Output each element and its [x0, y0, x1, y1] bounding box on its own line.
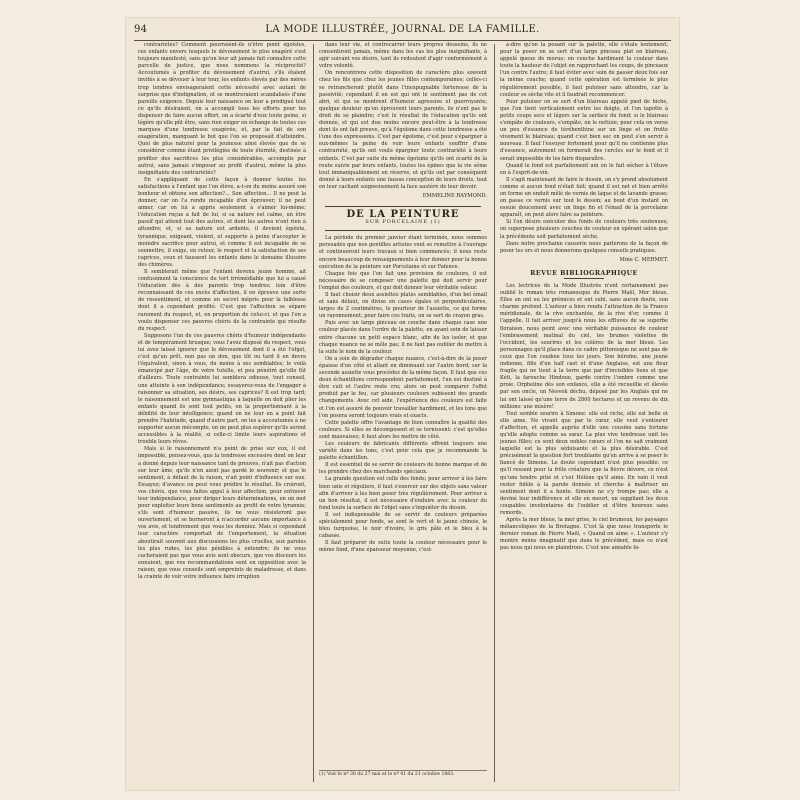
article-paragraph: La période du premier janvier étant terminée, nous sommes persuadés que nos gentilles artistes vont se remettre à l'ouvrage et continueront leurs travaux si bien commencés; il nous reste encore beaucoup de renseignements à leur donner pour la bonne exécution de la peinture sur Porcelaine et sur Faïence. [319, 235, 487, 270]
page-number: 94 [134, 24, 148, 35]
article-paragraph: Il s'agit maintenant de faire le dessin, on s'y prend absolument comme si aucun fond n'était fait; quand il est net et bien arrêté on forme un enduit mêlé de vernis de laque et de lavande grasse; on passe ce vernis sur tout le dessin; au bout d'un instant on essuie doucement avec un linge fin et l'émail de la porcelaine apparaît, on peut alors faire sa peinture. [500, 176, 668, 219]
newspaper-page [126, 18, 679, 790]
column-divider [494, 44, 495, 782]
article-paragraph: Mais si le raisonnement n'a point de prise sur eux, il est impossible, pensez-vous, que la tendresse excessive dont on leur a donné depuis leur naissance tant de preuves, n'ait pas d'action sur leur âme, qu'ils n'en aient pas gardé le souvenir, et que le sentiment, à défaut de la raison, n'ait point d'influence sur eux. Essayez; d'avance on peut vous prédire le résultat. Ils croiront, vos chéris, que vous faites appel à leur affection, pour entraver leur indépendance, pour diriger leurs déterminations, en un mot pour exploiter leurs bons sentiments au profit de votre tyrannie; s'ils sont d'humeur passive, ils ne vous résisteront pas ouvertement, et se borneront à n'accorder aucune importance à vos avis, et tendrement que vous les donniez. Mais si cependant leur caractère comportait de l'emportement, la situation aboutirait souvent aux discussions les plus cruelles, aux paroles les plus rudes, les plus pénibles à entendre; ils ne vous cacheraient pas que vous avis sont obscurs, que vos discours les ennuient, que vos recommandations sont en opposition avec la raison; que vous conseils sont empreints de maladresse, et dans la crainte de voir votre influence faire irruption [138, 446, 306, 581]
article-paragraph: Les couleurs de fabricants différents offrent toujours une variété dans les tons, c'est pour cela que je recommande la palette échantillon. [319, 440, 487, 462]
section-title: DE LA PEINTURE [346, 209, 460, 221]
article-paragraph: Chaque fois que l'on fait une provision de couleurs, il est nécessaire de se composer une palette qui doit servir pour l'emploi des couleurs, et qui doit donner leur véritable valeur. [319, 270, 487, 291]
article-paragraph: On rencontrera cette disposition de caractère plus souvent chez les fils que chez les jeunes filles contemporaines; celles-ci se retrancheront plutôt dans l'inexpugnable forteresse de la passivité; cependant il en est qui ont le sentiment pas de cet abri, et qui se montrent d'humeur agressive et guerroyante; quelque douleur qu'en éprouvent leurs parents, ils n'ont pas le droit de se plaindre; c'est le résultat de l'éducation qu'ils ont donnée, et qui est due moins encore peut-être à la tendresse dont ils ont fait preuve, qu'à l'égoïsme dans cette tendresse a été l'une des expressions. C'est par égoïsme, c'est pour s'épargner à eux-mêmes la peine de voir leurs enfants souffrir d'une contrariété, qu'ils ont voulu épargner toute contrariété à leurs enfants. C'est par suite du même égoïsme qu'ils ont écarté de la route suivie par leurs enfants, toutes les épines que la vie sème tout immanquablement en réserve, et qu'ils ont par conséquent donné à leurs enfants une fausse conception de leurs droits, tout en leur cachant soigneusement la face austère de leur devoir. [319, 70, 487, 190]
page-header [134, 24, 671, 38]
journal-title: LA MODE ILLUSTRÉE, JOURNAL DE LA FAMILLE. [265, 24, 540, 35]
article-paragraph: dans leur vie, et contrecarrer leurs propres desseins, ils ne consentiront jamais, même dans les cas les plus insignifiants, à agir suivant vos désirs, tant ils redoutent d'agir conformément à votre volonté. [319, 42, 487, 70]
article-paragraph: Il semblerait même que l'enfant devenu jeune homme, ait confusément la conscience du tort irrémédiable que lui a causé l'éducation dès à des parents trop tendres; loin d'être reconnaissant de ces excès d'affection, il en éprouve une sorte de ressentiment, et comme un secret mépris pour la faiblesse dont il a cependant profité. C'est que l'affection se sépare rarement du respect, et, en proportion de celui-ci, et que l'on a voulu dispenser ces pauvres chéris de la contrainte qui résulte du respect. [138, 269, 306, 332]
article-paragraph: Si l'on désire exécuter des fonds de couleurs très soutenues; on superpose plusieurs couches de couleur en opérant selon que la précédente soit parfaitement sèche. [500, 219, 668, 240]
footnote: (1) Voir le nº 30 du 27 mai et le nº 41 du 21 octobre 1883. [319, 770, 487, 778]
article-paragraph: Dans notre prochaine causerie nous parlerons de la façon de poser les ors et nous donnerons quelques conseils pratiques. [500, 240, 668, 254]
article-paragraph: à-dire qu'on la posant sur la palette, elle s'étale lentement; pour la poser on se sert d'un large pinceau plat en blaireau, appelé queue de morue; on couche hardiment la couleur dans toute la hauteur de l'objet en rapprochant les coups, de pinceaux l'un contre l'autre; il faut éviter avec soin de passer deux fois sur la même couche; quand cette opération est terminée le plus régulièrement possible, il faut putoiser sans attendre, car la couleur se sèche vite et il faudrait recommencer. [500, 42, 668, 98]
heading-rule [325, 230, 481, 231]
author-signature: Mme C. MERMET. [619, 256, 668, 263]
article-paragraph: Puis avec un large pinceau on couche dans chaque case une couleur placée dans l'ordre de la palette, en ayant soin de laisser entre chacune un petit espace blanc, afin de les isoler, et que chaque nuance ne se mêle pas; il ne faut pas oublier de mettre à la suite le nom de la couleur. [319, 320, 487, 355]
article-paragraph: La grande question est celle des fonds; pour arriver à les faire bien unis et réguliers, il faut s'exercer sur des objets sans valeur afin d'arriver à les bien poser très régulièrement. Pour arriver à un bon résultat, il est nécessaire d'enduire avec la couleur du fond toute la surface de l'objet sans s'inquiéter du dessin. [319, 476, 487, 511]
article-paragraph: Cette palette offre l'avantage de bien connaître la qualité des couleurs. Si elles se décomposent et se ternissent: c'est qu'elles sont mauvaises; il faut alors les mettre de côté. [319, 419, 487, 440]
header-rule [134, 40, 671, 41]
column-2 [319, 42, 487, 782]
review-paragraph: Après la mer bleue, la mer grise, le ciel brumeux, les paysages mélancoliques de la Bretagne. C'est là que nous transporte le dernier roman de Pierre Maël, « Quand on aime ». L'auteur s'y montre moins imaginatif que dans le précédent, mais ce n'est pas nous qui nous en plaindrons. C'est une aimable fa- [500, 517, 668, 552]
review-paragraph: Tout semble sourire à Simone: elle est riche, elle est belle et elle aime. Ne vivant que par le cœur, elle veut s'entourer d'affection, et appelle auprès d'elle une cousine sans fortune qu'elle adopte comme sa sœur. La plus vive tendresse unit les jeunes filles; ce sont deux nobles cœurs et l'on ne sait vraiment laquelle est la plus séduisante et la plus désirable. C'est précisément la question fort troublante qu'en arrive à se poser le fiancé de Simone. Le doute cependant n'est plus possible: ce qu'il ressent pour la frêle créature que la fièvre dévore, ce n'est qu'une tendre pitié et c'est Hélène qu'il aime. En vain il veut rester fidèle à la parole donnée et cherche à maîtriser un sentiment dont il a honte. Simone ne s'y trompe pas; elle a deviné leur indifférence et elle en meurt, en suppliant les deux coupables involontaires de l'oublier et d'être heureux sans remords. [500, 410, 668, 516]
article-paragraph: Il faut préparer de suite toute la couleur nécessaire pour le même fond, d'une épaisseur moyenne, c'est- [319, 540, 487, 554]
article-paragraph: Supposons l'un de ces pauvres chéris d'humeur indépendante et de tempérament brusque; vous l'avez disposé du respect, vous lui avez laissé ignorer que le dévouement dont il a été l'objet, c'est qu'un prêt, non pas un don, que tôt ou tard il en devra l'équivalent, sinon à vous, du moins à ses semblables; le voilà émancipé par l'âge, de votre tutelle, et peu pénétré qu'elle fût d'ailleurs. Toute contrainte lui semblera odieuse, tout conseil, une atteinte à son indépendance; essayerez-vous de l'engager à raisonner sa situation, ses désirs, ses caprices? Il est trop tard; le raisonnement est une gymnastique à laquelle on doit plier les enfants quand ils sont tout petits, en la proportionnant à la débilité de leur intelligence; quand on ne leur en a point fait prendre l'habitude, quand d'autre part, on les a accoutumés à ne supporter aucun mécompte, on ne peut plus espérer qu'ils seront accessibles à la réalité, si celle-ci limite leurs aspirations et trouble leurs rêves. [138, 332, 306, 446]
article-paragraph: Quand le fond est parfaitement uni on le fait sécher à l'étuve en à l'esprit-de-vin. [500, 162, 668, 176]
section-heading [319, 206, 487, 231]
section-subtitle: SUR PORCELAINE (1) [365, 219, 441, 226]
article-paragraph: contrariétés? Comment pourraient-ils n'être point égoïstes, ces enfants envers lesquels le dévouement le plus exagéré s'est toujours manifesté, sans qu'on leur ait jamais fait connaître cette parcelle de justice, que nous nommons la réciprocité? Accoutumés à profiter du dévouement d'autrui, s'ils étaient invités à se dévouer à leur tour, les enfants élevés par des mères trop tendres envisageraient cette nécessité avec autant de surprise que d'indignation, et se montreraient scandalisés d'une pareille exigence. Depuis leur naissance on leur a prodigué tout ce qu'ils désiraient, on a accompli tous les efforts pour les dispenser de faire aucun effort, on a écarté d'eux toute peine, si légère qu'elle pût être, sans rien exiger en échange de toutes ces marques d'une tendresse exagérée, et, par le fait de son exagération, manquant le but que l'on se proposait d'atteindre. Quoi de plus naturel pour la jeunesse ainsi élevée que de se considérer comme étant privilégiée de toute éternité, destinée à profiter des sacrifices les plus considérables, accomplis par autrui, sans jamais s'imposer au profit d'autrui, même la plus insignifiante des contrariétés? [138, 42, 306, 176]
article-paragraph: Il est indispensable de se servir de couleurs préparées spécialement pour fonds, se sont le vert et le jaune chinois, le bleu turquoise, le noir d'ivoire, le gris pâle et le bleu à la cabasse. [319, 511, 487, 540]
review-paragraph: Les lectrices de la Mode Illustrée n'ont certainement pas oublié le roman très romanesque de Pierre Maël, Mer bleue. Elles en ont eu les prémices et ont subi, sans aucun doute, son charme profond. L'auteur a bien rendu l'attraction de la France méridionale, de la rive enchantée, de la rive d'or, comme il l'appelle. Il fait arriver jusqu'à nous les effluves de sa superbe floraison, nous peint avec une véritable puissance de couleur l'embrasement matinal du ciel, les brumes violettes de l'occident, les sourires et les colères de la mer bleue. Les personnages qu'il place dans ce cadre pittoresque ne sont pas de ceux que l'on coudoie tous les jours. Son héroïne, une jeune indienne, fille d'un half cast et d'une Anglaise, est une fleur fragile qui ne tient à la terre que par d'invisibles liens et que Kéti, la farouche Hindoue, garde contre l'ombre comme une proie. Orpheline dès son enfance, elle a été recueillie et élevée par son oncle, un Nesvek déchu, déposé par les Anglais qui ne lui ont laissé qu'une terre de 2800 hectares et un revenu de dix millions: une misère! [500, 283, 668, 410]
heading-rule [564, 278, 604, 279]
column-3 [500, 42, 668, 782]
column-divider [313, 44, 314, 782]
article-paragraph: On a soin de dégrader chaque nuance, c'est-à-dire de la poser épaisse d'un côté et allant en diminuant sur l'autre bord; sur la seconde assiette vous procédez de la même façon. Il faut que ces deux échantillons correspondent parfaitement, l'un est destiné à être cuit et l'autre reste cru; alors on peut comparer l'effet produit par le feu, car plusieurs couleurs subissent des grands changements. Avec cet aide, l'expérience des couleurs est faite et l'on est assuré de pouvoir travailler hardiment, et les tons que l'on posera seront toujours vrais et exacts. [319, 355, 487, 419]
article-paragraph: En s'appliquant de cette façon à donner toutes les satisfactions à l'enfant que l'on élève, a-t-on du moins assuré son bonheur et obtenu son affection?... Son affection... Il ne peut la donner, car on l'a rendu incapable d'en éprouver; il ne peut aimer, car on lui a appris seulement à s'aimer lui-même; l'éducation reçue a fait de lui, si sa nature est calme, un être passif qui attend tout des autres, et dont les autres n'ont rien à attendre; et, si sa nature est ardente, il devient égoïste, tyrannique, exigeant, violent, et supporte à peine d'accepter le moindre sacrifice pour autrui, et comme il est incapable de se soumettre, il exige, en retour, le respect et la satisfaction de ses caprices, ceux et faussent les enfants dans le domaine illusoire des chimères. [138, 176, 306, 268]
article-paragraph: Pour putoiser on se sert d'un blaireau appelé pied de biche, que l'on tient verticalement entre les doigts, et l'on tapotte à petits coups secs et légers sur la surface du fond; si le blaireau s'empâte de couleurs, s'empâte, on le nettoie; pour cela on verse un peu d'essence de térébenthine sur un linge et on frotte vivement le blaireau; quand c'est bien sec on peut s'en servir à nouveau. Il faut l'essuyer fortement pour qu'il ne contienne plus d'essence, autrement on formerait des cercles sur le fond et il serait impossible de les faire disparaître. [500, 98, 668, 162]
article-paragraph: Il est essentiel de se servir de couleurs de bonne marque et de les prendre chez des marchands spéciaux. [319, 462, 487, 476]
article-paragraph: Il faut choisir deux assiettes plates semblables, d'un bel émail et sans défaut, on divise en cases égales et perpendiculaires, larges de 2 centimètres, le pourtour de l'assiette, ce qui forme un rayonnement; pour faire ces traits, on se sert de crayon gras. [319, 292, 487, 320]
column-1 [138, 42, 306, 782]
heading-rule [325, 206, 481, 207]
author-signature: EMMELINE RAYMOND. [422, 192, 487, 199]
revue-title: REVUE BIBLIOGRAPHIQUE [530, 269, 638, 277]
